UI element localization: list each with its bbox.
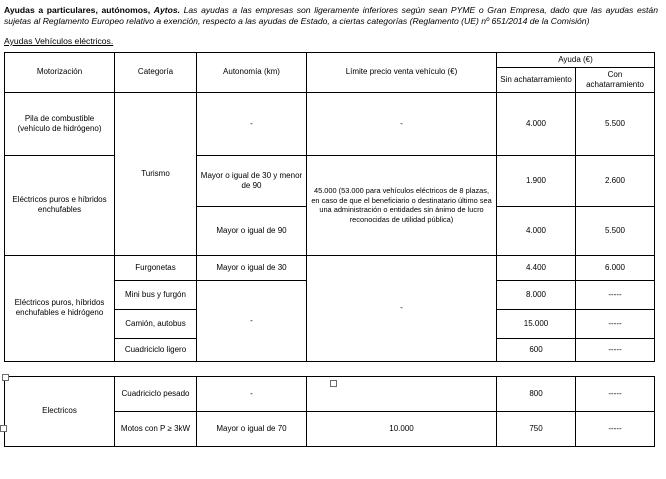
cell-sin: 600 [497,338,576,361]
cell-con: 5.500 [576,92,655,155]
cell-con: ----- [576,376,655,411]
cell-sin: 4.000 [497,92,576,155]
cell-limite: 10.000 [307,411,497,446]
cell-autonomia: Mayor o igual de 30 y menor de 90 [197,155,307,206]
cell-limite: - [307,255,497,361]
cell-limite: 45.000 (53.000 para vehículos eléctricos de 8 plazas, en caso de que el beneficiario o destinatario último sea una administración o entidades sin ánimo de lucro reconocidas de utilidad pública) [307,155,497,255]
col-sin-achatarramiento: Sin achatarramiento [497,67,576,92]
cell-limite: - [307,92,497,155]
cell-autonomia: Mayor o igual de 90 [197,206,307,255]
cell-con: ----- [576,309,655,338]
intro-text: Las ayudas a las empresas son ligeramente inferiores según sean PYME o Gran Empresa, dado que las ayudas están sujetas al Reglamento Europeo relativo a exención, respecto a las ayudas de Estado, a ciertas categorías (Reglamento (UE) nº 651/2014 de la Comisión) [4,5,658,27]
col-categoria: Categoría [115,52,197,92]
cell-con: 5.500 [576,206,655,255]
col-autonomia: Autonomía (km) [197,52,307,92]
cell-categoria: Mini bus y furgón [115,280,197,309]
page-marker [2,374,9,381]
cell-autonomia: Mayor o igual de 30 [197,255,307,280]
cell-categoria: Furgonetas [115,255,197,280]
intro-paragraph [4,5,658,28]
table-row [5,92,655,155]
page-marker [0,425,7,432]
cell-sin: 8.000 [497,280,576,309]
col-ayuda: Ayuda (€) [497,52,655,67]
col-con-achatarramiento: Con achatarramiento [576,67,655,92]
table-row [5,255,655,280]
intro-lead-emphasis: Aytos. [153,5,181,15]
cell-autonomia: Mayor o igual de 70 [197,411,307,446]
cell-autonomia: - [197,92,307,155]
cell-con: 6.000 [576,255,655,280]
page-marker [330,380,337,387]
cell-categoria: Cuadriciclo ligero [115,338,197,361]
cell-sin: 4.400 [497,255,576,280]
cell-con: 2.600 [576,155,655,206]
cell-sin: 4.000 [497,206,576,255]
cell-con: ----- [576,338,655,361]
cell-sin: 750 [497,411,576,446]
cell-sin: 15.000 [497,309,576,338]
cell-categoria: Camión, autobus [115,309,197,338]
col-motorizacion: Motorización [5,52,115,92]
section-subtitle: Ayudas Vehículos eléctricos. [4,35,114,46]
ayudas-vehiculos-table [4,52,655,362]
cell-motorizacion: Eléctricos puros, híbridos enchufables e hidrógeno [5,255,115,361]
cell-autonomia: - [197,280,307,361]
col-limite-precio: Límite precio venta vehículo (€) [307,52,497,92]
cell-con: ----- [576,411,655,446]
cell-categoria: Motos con P ≥ 3kW [115,411,197,446]
cell-motorizacion: Eléctricos puros e híbridos enchufables [5,155,115,255]
table-row [5,155,655,206]
cell-autonomia: - [197,376,307,411]
cell-motorizacion: Pila de combustible (vehículo de hidrógeno) [5,92,115,155]
cell-categoria: Turismo [115,92,197,255]
cell-categoria: Cuadriciclo pesado [115,376,197,411]
cell-motorizacion: Electricos [5,376,115,446]
cell-sin: 800 [497,376,576,411]
table-header-row-1 [5,52,655,67]
cell-con: ----- [576,280,655,309]
intro-lead: Ayudas a particulares, autónomos, [4,5,151,15]
cell-sin: 1.900 [497,155,576,206]
